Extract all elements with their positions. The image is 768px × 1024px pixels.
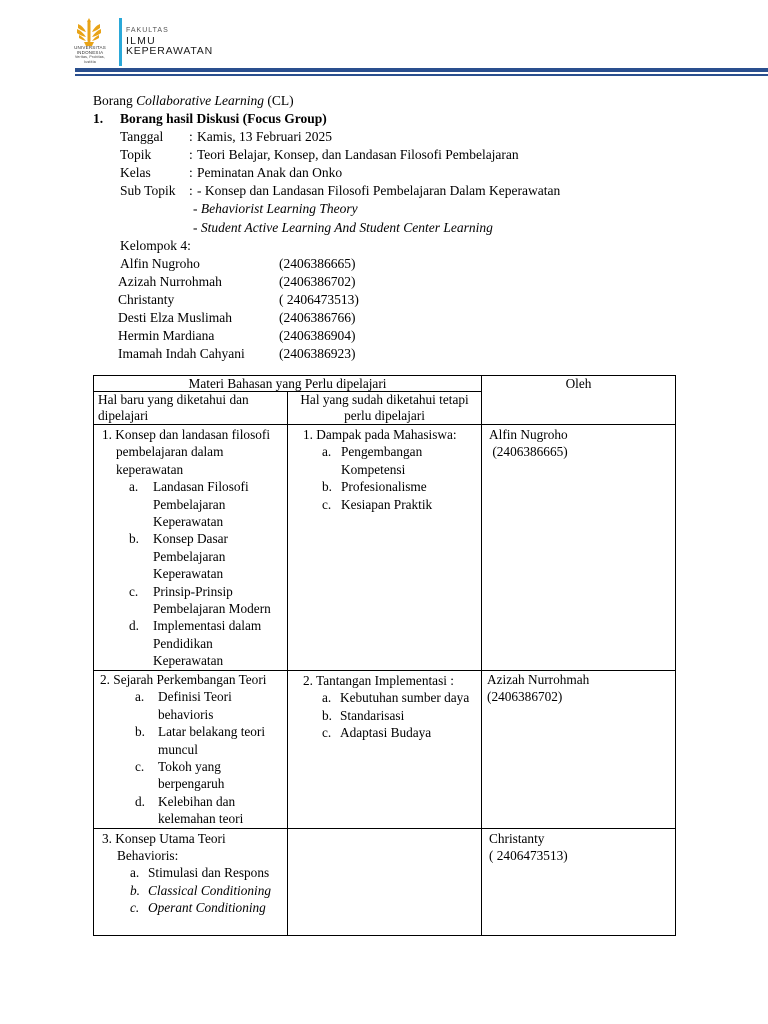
group-label: Kelompok 4: (120, 238, 191, 253)
materials-table (93, 375, 676, 936)
list-item: b. Classical Conditioning (130, 882, 272, 898)
member-row (93, 309, 693, 327)
list-item: a. Stimulasi dan Respons (130, 865, 270, 881)
member-id: (2406386923) (279, 346, 356, 361)
list-item: b. Latar belakang teori muncul (135, 724, 266, 757)
cell-known-to-learn (288, 828, 482, 935)
table-row (94, 671, 676, 829)
member-id: ( 2406473513) (489, 848, 568, 864)
form-title: Borang Collaborative Learning (CL) (93, 93, 294, 108)
field-label: Sub Topik (120, 183, 176, 198)
list-item: a. Kebutuhan sumber daya (322, 690, 470, 706)
header-known-to-learn: Hal yang sudah diketahui tetapi perlu dipelajari (288, 392, 482, 425)
header-by: Oleh (482, 376, 676, 425)
subtopic-extra: - Behaviorist Learning Theory (193, 201, 358, 216)
member-name: Hermin Mardiana (118, 328, 215, 343)
member-name: Azizah Nurrohmah (487, 672, 590, 687)
member-name: Christanty (489, 830, 545, 846)
list-item: a. Definisi Teori behavioris (135, 689, 232, 722)
field-tanggal: Tanggal : Kamis, 13 Februari 2025 (120, 129, 332, 144)
field-label: Topik (120, 147, 152, 162)
list-item: b. Konsep Dasar Pembelajaran Keperawatan (129, 531, 228, 582)
list-item: c. Kesiapan Praktik (322, 496, 433, 512)
field-label: Tanggal (120, 129, 164, 144)
member-name: Alfin Nugroho (489, 427, 568, 442)
list-title: 2. Tantangan Implementasi : (303, 673, 454, 688)
table-row (94, 425, 676, 671)
table-row (94, 828, 676, 935)
faculty-label: FAKULTAS (126, 27, 169, 34)
university-emblem-icon (74, 16, 104, 48)
member-row (93, 327, 693, 345)
cell-new-knowledge (94, 828, 288, 935)
list-title: 1. Konsep dan landasan filosofi pembelajaran dalam keperawatan (102, 427, 271, 477)
header-rule-thick (75, 68, 768, 72)
cell-by (482, 828, 676, 935)
table-header-row (94, 376, 676, 392)
cell-new-knowledge (94, 671, 288, 829)
header-materials: Materi Bahasan yang Perlu dipelajari (94, 376, 482, 392)
field-value: Peminatan Anak dan Onko (197, 165, 343, 180)
header-rule-thin (75, 74, 768, 76)
list-item: a. Pengembangan Kompetensi (322, 444, 423, 477)
cell-by (482, 671, 676, 829)
member-name: Desti Elza Muslimah (118, 310, 232, 325)
member-row (93, 255, 693, 273)
field-sub-topik: Sub Topik : - Konsep dan Landasan Filosofi Pembelajaran Dalam Keperawatan (120, 183, 561, 198)
field-value: Kamis, 13 Februari 2025 (197, 129, 332, 144)
list-items (98, 478, 283, 669)
letterhead (0, 0, 768, 80)
field-value: - Konsep dan Landasan Filosofi Pembelajaran Dalam Keperawatan (197, 183, 561, 198)
member-id: (2406386665) (489, 444, 568, 460)
member-row (93, 345, 693, 363)
header-new-knowledge: Hal baru yang diketahui dan dipelajari (94, 392, 288, 425)
member-name: Alfin Nugroho (120, 256, 200, 271)
list-item: b. Profesionalisme (322, 479, 427, 495)
list-item: d. Kelebihan dan kelemahan teori (135, 793, 244, 827)
field-value: Teori Belajar, Konsep, dan Landasan Filosofi Pembelajaran (197, 147, 519, 162)
list-item: d. Implementasi dalam Pendidikan Keperawatan (129, 618, 262, 669)
list-title: 1. Dampak pada Mahasiswa: (303, 427, 457, 442)
document-body (93, 92, 693, 363)
member-name: Christanty (118, 292, 175, 307)
list-item: a. Landasan Filosofi Pembelajaran Keperawatan (129, 479, 249, 530)
member-row (93, 291, 693, 309)
member-name: Imamah Indah Cahyani (118, 346, 245, 361)
member-row (93, 273, 693, 291)
faculty-name-line2: KEPERAWATAN (126, 45, 213, 57)
logo-divider (119, 18, 122, 66)
faculty-name-line1: ILMU (126, 35, 156, 47)
list-title: 2. Sejarah Perkembangan Teori (100, 672, 267, 687)
member-id: (2406386665) (279, 256, 356, 271)
member-id: (2406386766) (279, 310, 356, 325)
cell-by (482, 425, 676, 671)
section-heading: 1. Borang hasil Diskusi (Focus Group) (93, 111, 327, 126)
list-item: c. Adaptasi Budaya (322, 725, 432, 741)
field-label: Kelas (120, 165, 151, 180)
cell-known-to-learn (288, 425, 482, 671)
field-topik: Topik : Teori Belajar, Konsep, dan Landasan Filosofi Pembelajaran (120, 147, 519, 162)
list-item: c. Operant Conditioning (130, 900, 266, 916)
member-name: Azizah Nurrohmah (118, 274, 222, 289)
subtopic-extra: - Student Active Learning And Student Center Learning (193, 220, 493, 235)
field-kelas: Kelas : Peminatan Anak dan Onko (120, 165, 343, 180)
member-id: (2406386702) (487, 689, 563, 705)
cell-new-knowledge (94, 425, 288, 671)
university-name: UNIVERSITAS INDONESIA Veritas, Probitas, Iustitia (74, 45, 106, 64)
member-id: ( 2406473513) (279, 292, 359, 307)
member-id: (2406386702) (279, 274, 356, 289)
member-id: (2406386904) (279, 328, 356, 343)
list-title: 3. Konsep Utama Teori Behavioris: (102, 830, 226, 864)
list-item: b. Standarisasi (322, 707, 405, 723)
cell-known-to-learn (288, 671, 482, 829)
list-item: c. Prinsip-Prinsip Pembelajaran Modern (129, 583, 271, 617)
list-item: c. Tokoh yang berpengaruh (135, 759, 225, 792)
